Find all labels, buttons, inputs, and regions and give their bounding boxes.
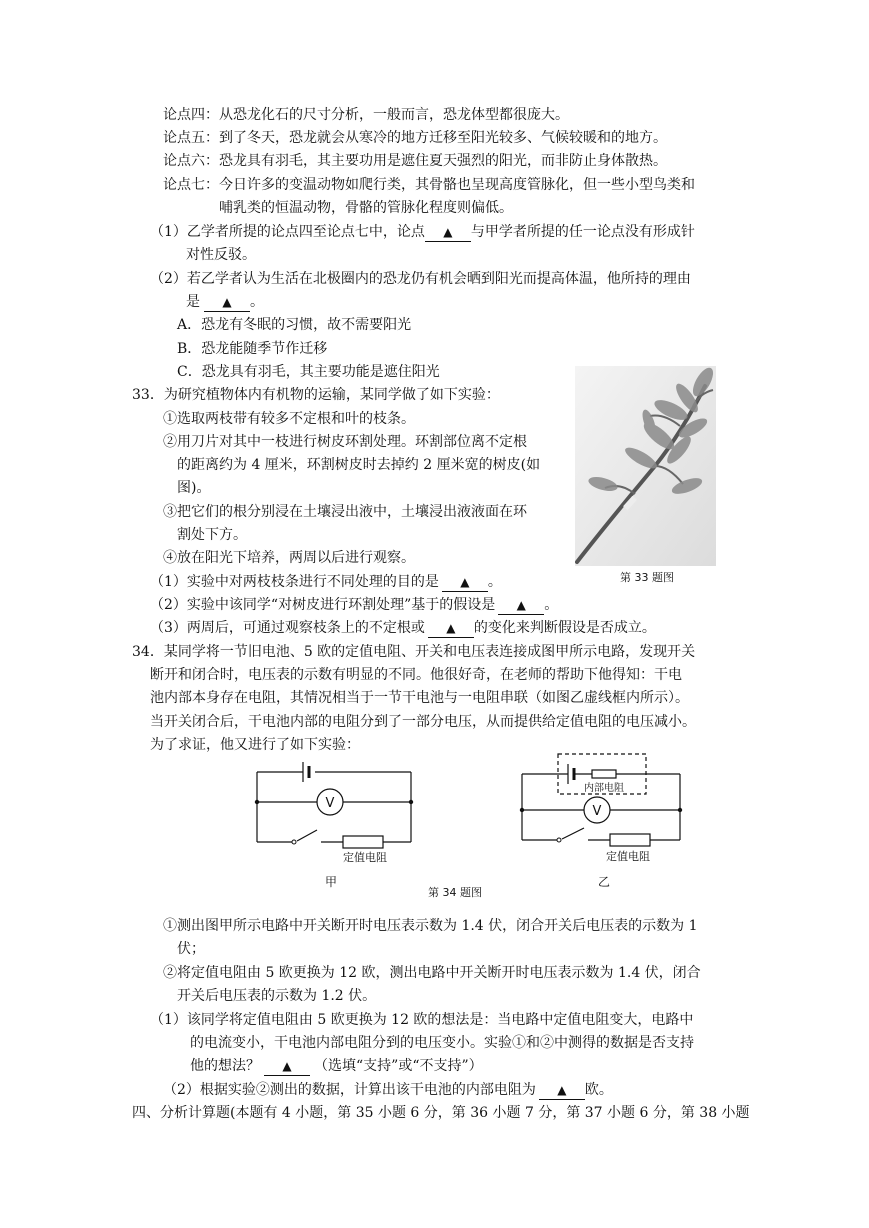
q32-2-continued: 是 ▲ 。	[186, 294, 264, 310]
q32-1-label: （1）乙学者所提的论点四至论点七中，论点	[150, 224, 425, 240]
q33-q2: （2）实验中该同学“对树皮进行环割处理”基于的假设是 ▲ 。	[150, 597, 559, 613]
q32-2-line: （2）若乙学者认为生活在北极圈内的恐龙仍有机会晒到阳光而提高体温，他所持的理由	[150, 271, 691, 287]
q33-step-3: ③把它们的根分别浸在土壤浸出液中，土壤浸出液液面在环	[163, 504, 527, 520]
q32-1-answer-blank[interactable]: ▲	[425, 223, 471, 242]
q34-line-5: 为了求证，他又进行了如下实验：	[150, 737, 360, 753]
fixed-resistor-label-jia: 定值电阻	[343, 851, 387, 864]
q33-plant-photo	[575, 366, 716, 566]
q34-measure-1-cont: 伏；	[177, 941, 205, 957]
q34-circuit-jia	[245, 760, 425, 890]
argument-5: 论点五：到了冬天，恐龙就会从寒冷的地方迁移至阳光较多、气候较暖和的地方。	[163, 130, 667, 146]
argument-4: 论点四：从恐龙化石的尺寸分析，一般而言，恐龙体型都很庞大。	[163, 107, 569, 123]
q33-step-2-cont2: 图)。	[177, 480, 211, 496]
q33-q1-answer-blank[interactable]: ▲	[442, 573, 488, 592]
q33-intro: 33．为研究植物体内有机物的运输，某同学做了如下实验：	[132, 387, 500, 403]
junction-dot	[678, 808, 682, 812]
q34-q2-answer-blank[interactable]: ▲	[539, 1081, 585, 1100]
q32-2-answer-blank[interactable]: ▲	[204, 293, 250, 312]
q32-2-option-c: C．恐龙具有羽毛，其主要功能是遮住阳光	[177, 364, 440, 380]
q33-step-3-cont: 割处下方。	[177, 527, 247, 543]
argument-7-continued: 哺乳类的恒温动物，骨骼的管脉化程度则偏低。	[219, 200, 513, 216]
q34-q1-line-2: 的电流变小，干电池内部电阻分到的电压变小。实验①和②中测得的数据是否支持	[190, 1035, 694, 1051]
junction-dot	[520, 808, 524, 812]
q34-measure-1: ①测出图甲所示电路中开关断开时电压表示数为 1.4 伏，闭合开关后电压表的示数为 1	[163, 918, 698, 934]
argument-7: 论点七：今日许多的变温动物如爬行类，其骨骼也呈现高度管脉化，但一些小型鸟类和	[163, 177, 695, 193]
q33-figure-caption: 第 33 题图	[620, 571, 674, 584]
q34-line-1: 34．某同学将一节旧电池、5 欧的定值电阻、开关和电压表连接成图甲所示电路，发现开关	[132, 644, 696, 660]
voltmeter-v-label: V	[592, 804, 602, 819]
q34-figure-caption: 第 34 题图	[428, 886, 482, 899]
q34-q1-line-1: （1）该同学将定值电阻由 5 欧更换为 12 欧的想法是：当电路中定值电阻变大，电路中	[150, 1012, 694, 1028]
q33-step-1: ①选取两枝带有较多不定根和叶的枝条。	[163, 411, 415, 427]
q32-1-after: 与甲学者所提的任一论点没有形成针	[470, 224, 695, 240]
junction-dot	[409, 800, 413, 804]
switch-contact	[292, 840, 296, 844]
q34-line-2: 断开和闭合时，电压表的示数有明显的不同。他很好奇，在老师的帮助下他得知：干电	[150, 667, 682, 683]
q34-q2-line: （2）根据实验②测出的数据，计算出该干电池的内部电阻为 ▲ 欧。	[163, 1082, 613, 1098]
q34-circuit-yi	[512, 750, 692, 890]
figure-label-yi: 乙	[598, 875, 611, 889]
q33-q1: （1）实验中对两枝枝条进行不同处理的目的是 ▲ 。	[150, 574, 502, 590]
switch-contact	[557, 838, 561, 842]
q32-1-line	[150, 221, 695, 244]
junction-dot	[255, 800, 259, 804]
internal-resistor-label: 内部电阻	[584, 783, 624, 794]
q34-measure-2: ②将定值电阻由 5 欧更换为 12 欧，测出电路中开关断开时电压表示数为 1.4 伏，闭合	[163, 965, 701, 981]
q34-line-3: 池内部本身存在电阻，其情况相当于一节干电池与一电阻串联（如图乙虚线框内所示）。	[150, 690, 689, 706]
q33-q2-answer-blank[interactable]: ▲	[498, 596, 544, 615]
q32-2-option-b: B．恐龙能随季节作迁移	[177, 341, 328, 357]
q34-measure-2-cont: 开关后电压表的示数为 1.2 伏。	[177, 988, 377, 1004]
q33-q3: （3）两周后，可通过观察枝条上的不定根或 ▲ 的变化来判断假设是否成立。	[150, 620, 656, 636]
q34-line-4: 当开关闭合后，干电池内部的电阻分到了一部分电压，从而提供给定值电阻的电压减小。	[150, 714, 696, 730]
fixed-resistor-label-yi: 定值电阻	[606, 850, 650, 863]
q34-q1-answer-blank[interactable]: ▲	[264, 1057, 310, 1076]
q33-step-2-cont: 的距离约为 4 厘米，环割树皮时去掉约 2 厘米宽的树皮(如	[177, 457, 541, 473]
q33-step-2: ②用刀片对其中一枝进行树皮环割处理。环割部位离不定根	[163, 434, 527, 450]
voltmeter-v-label: V	[325, 796, 335, 811]
argument-6: 论点六：恐龙具有羽毛，其主要功用是遮住夏天强烈的阳光，而非防止身体散热。	[163, 153, 667, 169]
figure-label-jia: 甲	[325, 875, 338, 889]
section-4-heading: 四、分析计算题(本题有 4 小题，第 35 小题 6 分，第 36 小题 7 分，第 37 小题 6 分，第 38 小题	[132, 1105, 750, 1121]
q33-q3-answer-blank[interactable]: ▲	[428, 619, 474, 638]
q32-2-option-a: A．恐龙有冬眠的习惯，故不需要阳光	[177, 317, 412, 333]
q33-step-4: ④放在阳光下培养，两周以后进行观察。	[163, 550, 415, 566]
q32-1-continued: 对性反驳。	[186, 247, 256, 263]
q34-q1-line-3: 他的想法？ ▲ （选填“支持”或“不支持”）	[190, 1058, 483, 1074]
